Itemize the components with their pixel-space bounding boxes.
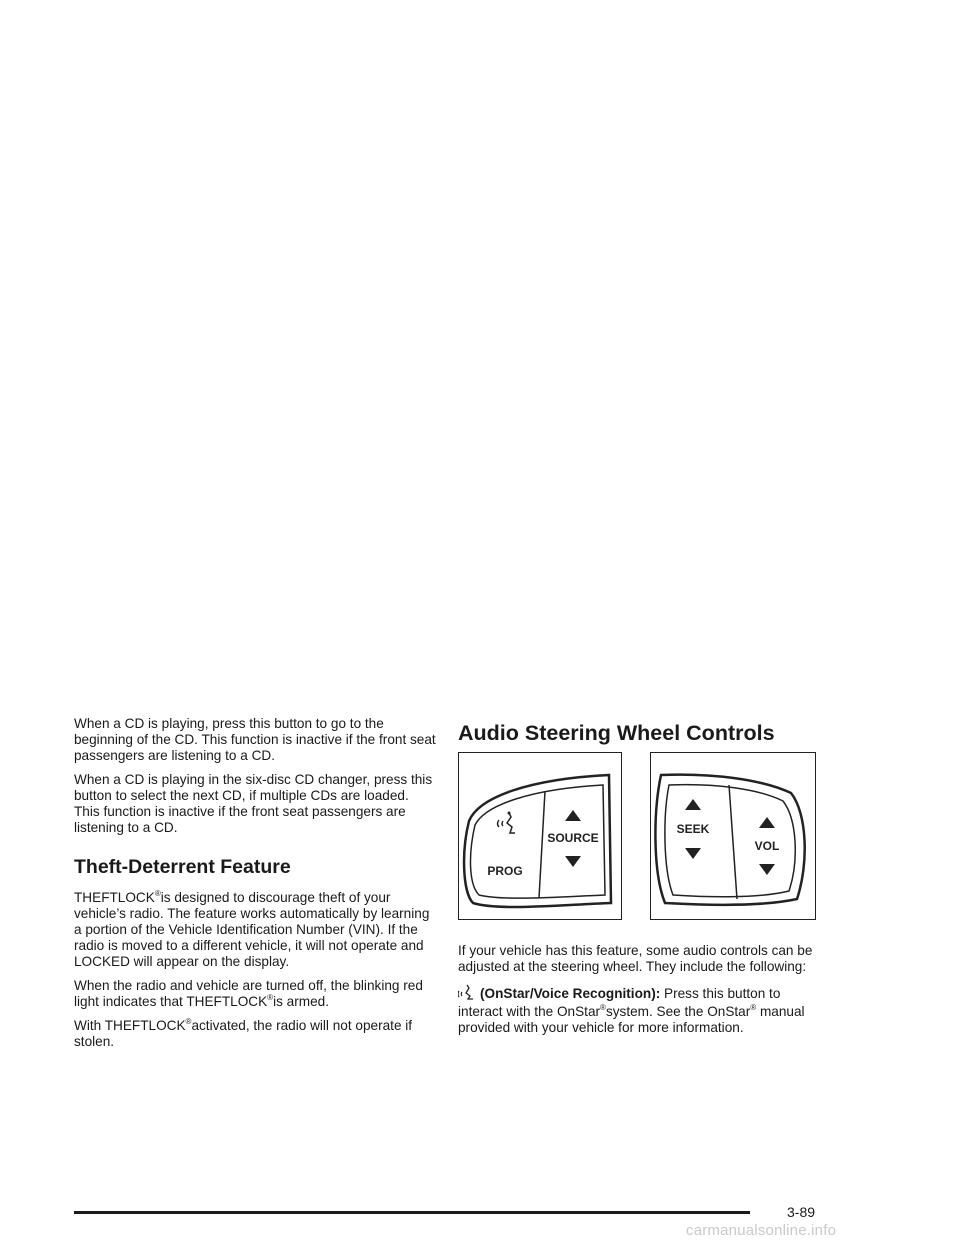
right-control-figure — [650, 752, 816, 920]
onstar-voice-icon — [498, 812, 516, 834]
vol-down-arrow — [759, 864, 775, 875]
paragraph-cd-beginning: When a CD is playing, press this button to go to the beginning of the CD. This function is inactive if the front seat passengers are listening to a CD. — [74, 716, 436, 763]
left-column — [74, 716, 436, 1058]
right-heading-block — [458, 716, 818, 745]
paragraph-audio-intro: If your vehicle has this feature, some audio controls can be adjusted at the steering wheel. They include the following: — [458, 943, 813, 974]
vol-label: VOL — [754, 839, 780, 853]
heading-theft-deterrent: Theft-Deterrent Feature — [74, 856, 291, 878]
page-number: 3-89 — [787, 1204, 816, 1220]
left-control-figure — [458, 752, 622, 920]
source-up-arrow — [565, 810, 581, 821]
seek-down-arrow — [685, 848, 701, 859]
right-body-text — [458, 943, 820, 1045]
source-down-arrow — [565, 856, 581, 867]
seek-label: SEEK — [676, 822, 710, 836]
left-pad-divider — [539, 791, 545, 898]
steering-controls-figures — [458, 752, 818, 922]
right-pad-divider — [729, 785, 737, 899]
paragraph-activated: With THEFTLOCK®activated, the radio will not operate if stolen. — [74, 1017, 413, 1049]
prog-label: PROG — [487, 864, 523, 878]
vol-up-arrow — [759, 817, 775, 828]
source-label: SOURCE — [547, 831, 599, 845]
paragraph-blinking-light: When the radio and vehicle are turned off, the blinking red light indicates that THEFTLOCK®is armed. — [74, 978, 423, 1009]
footer-rule — [74, 1211, 750, 1214]
paragraph-six-disc: When a CD is playing in the six-disc CD changer, press this button to select the next CD, if multiple CDs are loaded. This function is inactive if the front seat passengers are listening to a CD. — [74, 772, 433, 835]
paragraph-theftlock-intro: THEFTLOCK®is designed to discourage theft of your vehicle’s radio. The feature works automatically by learning a portion of the Vehicle Identification Number (VIN). If the radio is moved to a different vehicle, it will not operate and LOCKED will appear on the display. — [74, 889, 430, 969]
paragraph-onstar: (OnStar/Voice Recognition): Press this button to interact with the OnStar®system. See the OnStar® manual provided with your vehicle for more information. — [458, 986, 805, 1035]
seek-up-arrow — [685, 799, 701, 810]
heading-audio-steering-wheel-controls: Audio Steering Wheel Controls — [458, 721, 775, 745]
onstar-voice-icon — [458, 984, 474, 1004]
watermark: carmanualsonline.info — [686, 1222, 837, 1239]
